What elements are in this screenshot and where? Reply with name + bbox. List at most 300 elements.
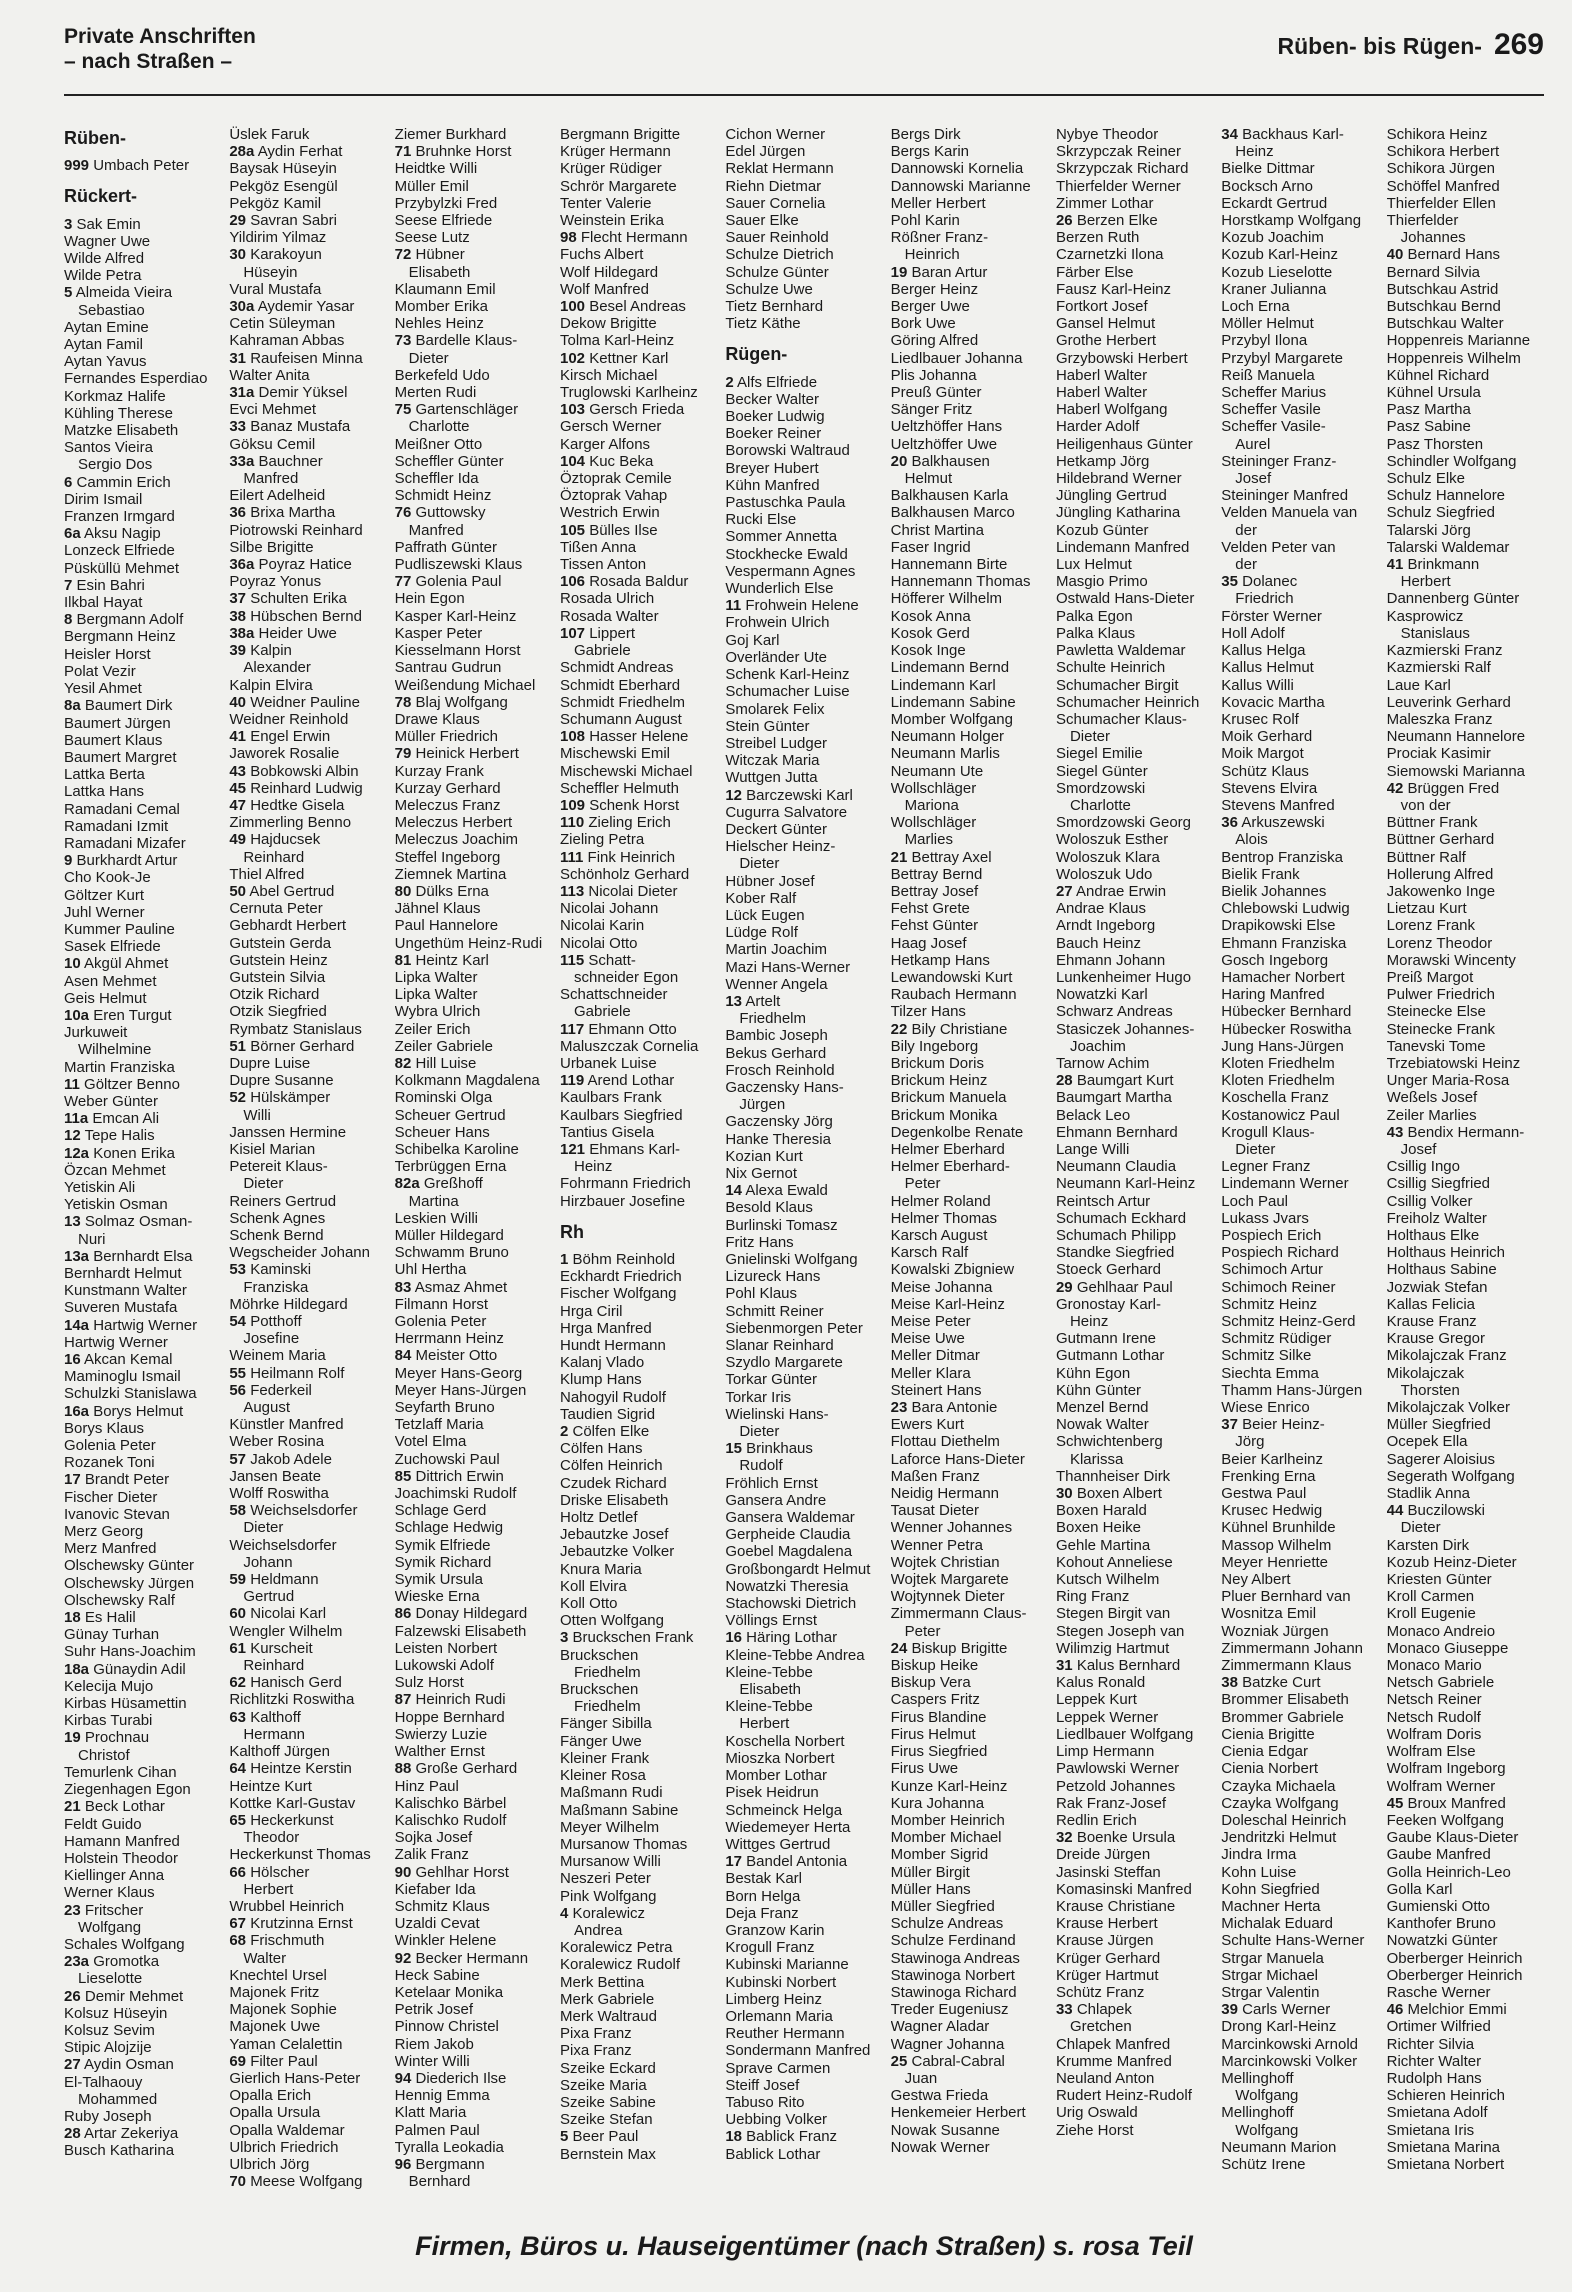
directory-entry (1387, 2001, 1544, 2018)
resident-name: Koschella Norbert (725, 1732, 845, 1750)
directory-entry (891, 350, 1048, 367)
resident-name: Meleczus Joachim (394, 831, 519, 849)
directory-entry (560, 522, 717, 539)
directory-entry (725, 1853, 882, 1870)
resident-name: Oberberger Heinrich (1386, 1966, 1523, 1984)
directory-entry (891, 1778, 1048, 1795)
listing-column (1056, 126, 1213, 2256)
resident-name: Czayka Michaela (1221, 1777, 1336, 1795)
resident-name: Aydin Osman (84, 2056, 174, 2074)
directory-entry (229, 487, 386, 504)
directory-entry (891, 642, 1048, 659)
directory-entry (891, 2053, 1048, 2070)
directory-entry (64, 1437, 221, 1454)
directory-entry (1221, 1691, 1378, 1708)
directory-entry (229, 212, 386, 229)
directory-entry (395, 1347, 552, 1364)
directory-entry (560, 315, 717, 332)
resident-name: Kubinski Norbert (725, 1973, 837, 1991)
directory-entry (891, 1657, 1048, 1674)
resident-name: Aytan Famil (64, 336, 143, 354)
directory-entry (560, 1107, 717, 1124)
directory-entry (64, 818, 221, 835)
resident-name: Cabral-Cabral (911, 2052, 1005, 2070)
resident-name: Krutzinna Ernst (250, 1915, 353, 1933)
house-number: 27 (1055, 882, 1073, 900)
resident-name: Henkemeier Herbert (890, 2104, 1026, 2122)
directory-entry (1387, 2070, 1544, 2087)
resident-name: Krüger Hartmut (1055, 1966, 1159, 1984)
resident-name: Csillig Siegfried (1386, 1175, 1490, 1193)
directory-entry (64, 1506, 221, 1523)
resident-name: Kalischko Rudolf (394, 1811, 507, 1829)
directory-entry (1387, 1107, 1544, 1124)
directory-entry (1056, 1244, 1213, 1261)
directory-entry (725, 1698, 882, 1715)
resident-name: Leppek Kurt (1055, 1691, 1137, 1709)
house-number: 79 (394, 745, 412, 763)
directory-entry (395, 763, 552, 780)
resident-name: Wrubbel Heinrich (229, 1897, 345, 1915)
directory-entry (560, 1268, 717, 1285)
directory-entry (891, 1554, 1048, 1571)
resident-name: Schöffel Manfred (1386, 177, 1500, 195)
directory-entry (560, 1956, 717, 1973)
house-number: 54 (229, 1313, 247, 1331)
directory-entry (891, 556, 1048, 573)
directory-entry (891, 264, 1048, 281)
directory-entry (395, 608, 552, 625)
resident-name: Gaczensky Hans- (725, 1078, 844, 1096)
directory-entry (891, 677, 1048, 694)
house-number: 41 (1386, 556, 1404, 574)
house-number: 1 (559, 1251, 569, 1268)
directory-entry (560, 1543, 717, 1560)
directory-entry (395, 1210, 552, 1227)
resident-name: Büttner Gerhard (1386, 831, 1495, 849)
directory-entry (1387, 1691, 1544, 1708)
resident-name: Maßen Franz (890, 1467, 980, 1485)
resident-name: Ketelaar Monika (394, 1983, 504, 2001)
entry-continuation: Aurel (1235, 435, 1271, 453)
directory-entry (1387, 1313, 1544, 1330)
resident-name: Arkuszewski (1241, 814, 1325, 832)
directory-entry (1056, 1175, 1213, 1192)
resident-name: Hamacher Norbert (1221, 968, 1345, 986)
resident-name: Wagner Uwe (64, 232, 151, 250)
directory-entry (64, 663, 221, 680)
directory-entry (891, 143, 1048, 160)
resident-name: Golla Karl (1386, 1880, 1453, 1898)
house-number: 82 (394, 1054, 412, 1072)
resident-name: Hennig Emma (394, 2087, 490, 2105)
resident-name: Scheffler Helmuth (559, 779, 679, 797)
resident-name: Schwarz Andreas (1055, 1003, 1173, 1021)
house-number: 38a (229, 624, 255, 642)
resident-name: Schimoch Artur (1221, 1261, 1324, 1279)
resident-name: Merk Gabriele (559, 1990, 655, 2008)
entry-continuation: Elisabeth (739, 1681, 802, 1699)
resident-name: Sulz Horst (394, 1674, 464, 1692)
resident-name: Schieren Heinrich (1386, 2087, 1506, 2105)
resident-name: Herrmann Heinz (394, 1330, 504, 1348)
entry-continuation: Friedrich (1235, 590, 1294, 608)
resident-name: Schütz Klaus (1221, 762, 1309, 780)
directory-entry (64, 869, 221, 886)
resident-name: Rucki Else (725, 511, 797, 529)
directory-entry (1056, 763, 1213, 780)
directory-entry (560, 2042, 717, 2059)
resident-name: Majonek Fritz (229, 1983, 320, 2001)
directory-entry (560, 763, 717, 780)
directory-entry (1387, 1055, 1544, 1072)
resident-name: Künstler Manfred (229, 1416, 344, 1434)
directory-entry (1221, 2104, 1378, 2121)
directory-entry (1387, 935, 1544, 952)
resident-name: Kaulbars Frank (559, 1089, 662, 1107)
directory-entry (229, 539, 386, 556)
resident-name: Leskien Willi (394, 1209, 479, 1227)
entry-continuation: Wolfgang (1235, 2087, 1299, 2105)
directory-entry (1221, 1175, 1378, 1192)
directory-entry (1221, 2139, 1378, 2156)
directory-entry (395, 1640, 552, 1657)
directory-entry (395, 2122, 552, 2139)
directory-entry (725, 1612, 882, 1629)
resident-name: Völlings Ernst (725, 1612, 818, 1630)
directory-entry (560, 418, 717, 435)
directory-entry (64, 1592, 221, 1609)
resident-name: Öztoprak Vahap (559, 487, 668, 505)
directory-entry (891, 418, 1048, 435)
resident-name: Krüger Rüdiger (559, 160, 662, 178)
resident-name: Feeken Wolfgang (1386, 1811, 1504, 1829)
resident-name: Beer Paul (572, 2128, 639, 2146)
directory-entry (560, 608, 717, 625)
directory-entry (1221, 264, 1378, 281)
resident-name: Siegel Emilie (1055, 745, 1143, 763)
resident-name: Ziegenhagen Egon (64, 1781, 191, 1799)
directory-entry (891, 2087, 1048, 2104)
resident-name: Kelecija Mujo (64, 1677, 154, 1695)
directory-entry (1221, 487, 1378, 504)
directory-entry (1056, 487, 1213, 504)
resident-name: Hamann Manfred (64, 1832, 180, 1850)
directory-entry (64, 2108, 221, 2125)
house-number: 19 (64, 1729, 81, 1747)
resident-name: Bentrop Franziska (1221, 848, 1344, 866)
directory-entry (395, 849, 552, 866)
directory-entry (891, 401, 1048, 418)
directory-entry (1056, 1898, 1213, 1915)
listing-column (64, 126, 221, 2256)
resident-name: Kurzay Gerhard (394, 779, 501, 797)
resident-name: Zieling Erich (588, 814, 671, 832)
house-number: 16 (725, 1629, 742, 1647)
resident-name: Blaj Wolfgang (415, 693, 508, 711)
resident-name: Cienia Brigitte (1221, 1725, 1315, 1743)
resident-name: Taudien Sigrid (559, 1405, 656, 1423)
directory-entry (395, 453, 552, 470)
resident-name: Pohl Klaus (725, 1285, 798, 1303)
house-number: 64 (229, 1760, 247, 1778)
directory-entry (64, 508, 221, 525)
resident-name: Fohrmann Friedrich (559, 1175, 691, 1193)
resident-name: Liedlbauer Johanna (890, 349, 1023, 367)
directory-entry (891, 522, 1048, 539)
directory-entry (725, 1251, 882, 1268)
resident-name: Temurlenk Cihan (64, 1763, 177, 1781)
resident-name: Steinecke Frank (1386, 1020, 1496, 1038)
directory-entry (1221, 1726, 1378, 1743)
resident-name: Meyer Henriette (1221, 1553, 1329, 1571)
directory-entry (229, 1640, 386, 1657)
house-number: 25 (890, 2052, 908, 2070)
house-number: 27 (64, 2056, 81, 2074)
directory-entry (1387, 2156, 1544, 2173)
resident-name: Pixa Franz (559, 2042, 632, 2060)
entry-continuation: Bernhard (408, 2173, 471, 2191)
resident-name: Majonek Sophie (229, 2001, 337, 2019)
resident-name: Palka Klaus (1055, 624, 1136, 642)
resident-name: Brinkmann (1407, 556, 1480, 574)
entry-continuation: Dieter (1235, 1140, 1276, 1158)
resident-name: Steinert Hans (890, 1381, 982, 1399)
resident-name: Bauch Heinz (1055, 934, 1142, 952)
resident-name: Mikolajczak Volker (1386, 1399, 1511, 1417)
directory-entry (229, 1072, 386, 1089)
resident-name: Schumacher Heinrich (1055, 693, 1200, 711)
resident-name: Kummer Pauline (64, 920, 175, 938)
resident-name: Ramadani Mizafer (64, 834, 186, 852)
resident-name: Velden Manuela van (1221, 504, 1358, 522)
house-number: 6a (64, 525, 81, 543)
resident-name: Holthaus Elke (1386, 1227, 1480, 1244)
entry-continuation: Sergio Dos (78, 456, 153, 474)
directory-entry (64, 1076, 221, 1093)
directory-entry (891, 1691, 1048, 1708)
resident-name: Przybyl Margarete (1221, 349, 1344, 367)
resident-name: Scheffer Marius (1221, 384, 1327, 402)
directory-entry (1056, 195, 1213, 212)
directory-entry (891, 1021, 1048, 1038)
directory-entry (1387, 1623, 1544, 1640)
directory-entry (725, 315, 882, 332)
directory-entry (1221, 694, 1378, 711)
resident-name: Krüger Hermann (559, 143, 671, 161)
directory-entry (64, 1678, 221, 1695)
directory-entry (1056, 694, 1213, 711)
resident-name: Pohl Karin (890, 212, 960, 230)
resident-name: Burkhardt Artur (76, 852, 178, 870)
directory-entry (1056, 367, 1213, 384)
resident-name: Stipic Alojzije (64, 2039, 152, 2057)
directory-entry (395, 1864, 552, 1881)
directory-entry (725, 959, 882, 976)
directory-entry (395, 728, 552, 745)
resident-name: Jüngling Gertrud (1055, 487, 1167, 505)
directory-entry (395, 1158, 552, 1175)
resident-name: Bauchner (258, 452, 323, 470)
resident-name: Batzke Curt (1242, 1674, 1321, 1692)
house-number: 17 (64, 1471, 81, 1489)
resident-name: Hartwig Werner (93, 1316, 198, 1334)
resident-name: Möhrke Hildegard (229, 1295, 348, 1313)
directory-entry (395, 1141, 552, 1158)
house-number: 102 (559, 349, 586, 367)
directory-entry (1056, 1330, 1213, 1347)
directory-entry (1056, 952, 1213, 969)
directory-entry (1387, 1932, 1544, 1949)
resident-name: Schumach Eckhard (1055, 1209, 1187, 1227)
directory-entry (725, 1285, 882, 1302)
directory-entry (1056, 1674, 1213, 1691)
directory-entry (891, 1640, 1048, 1657)
resident-name: Seyfarth Bruno (394, 1399, 495, 1417)
resident-name: Siemowski Marianna (1386, 762, 1526, 780)
directory-entry (395, 625, 552, 642)
directory-entry (1221, 1261, 1378, 1278)
resident-name: Fehst Günter (890, 917, 979, 935)
resident-name: Borowski Waltraud (725, 442, 850, 460)
directory-entry (395, 556, 552, 573)
resident-name: Reinhard Ludwig (250, 779, 363, 797)
house-number: 29 (1055, 1278, 1073, 1296)
directory-entry (1056, 780, 1213, 797)
resident-name: Petzold Johannes (1055, 1777, 1176, 1795)
directory-entry (560, 1406, 717, 1423)
resident-name: Mursanow Willi (559, 1853, 661, 1871)
resident-name: Westrich Erwin (559, 504, 660, 522)
directory-entry (229, 2087, 386, 2104)
house-number: 49 (229, 831, 247, 849)
directory-entry (891, 1227, 1048, 1244)
resident-name: Meise Peter (890, 1313, 971, 1331)
resident-name: Wozniak Jürgen (1221, 1622, 1329, 1640)
resident-name: Pekgöz Esengül (229, 177, 338, 195)
entry-continuation: der (1235, 556, 1257, 574)
directory-entry (1056, 1210, 1213, 1227)
directory-entry (1221, 1107, 1378, 1124)
resident-name: Reiß Manuela (1221, 366, 1315, 384)
resident-name: Krüger Gerhard (1055, 1949, 1161, 1967)
resident-name: Hölscher (250, 1863, 310, 1881)
directory-entry (891, 1365, 1048, 1382)
directory-entry (1387, 1485, 1544, 1502)
house-number: 81 (394, 951, 412, 969)
directory-entry (64, 990, 221, 1007)
directory-entry (725, 246, 882, 263)
directory-entry (1387, 1158, 1544, 1175)
resident-name: Golenia Peter (394, 1313, 487, 1331)
directory-entry (891, 1864, 1048, 1881)
house-number: 7 (64, 576, 73, 594)
resident-name: Butschkau Bernd (1386, 298, 1501, 316)
directory-entry (891, 1537, 1048, 1554)
resident-name: Kloten Friedhelm (1221, 1072, 1335, 1090)
resident-name: Smietana Adolf (1386, 2104, 1488, 2122)
resident-name: Koralewicz Petra (559, 1939, 673, 1957)
resident-name: Schumann August (559, 710, 682, 728)
directory-entry (64, 422, 221, 439)
directory-entry (1387, 2018, 1544, 2035)
directory-entry (395, 1227, 552, 1244)
resident-name: Gerpheide Claudia (725, 1526, 851, 1544)
resident-name: Vespermann Agnes (725, 562, 856, 580)
resident-name: Bambic Joseph (725, 1027, 828, 1045)
entry-continuation: Lieselotte (78, 1970, 143, 1988)
resident-name: Krause Franz (1386, 1313, 1477, 1331)
directory-entry (1056, 384, 1213, 401)
resident-name: Andrae Erwin (1076, 882, 1167, 900)
directory-entry (1221, 1158, 1378, 1175)
directory-entry (560, 797, 717, 814)
entry-continuation: Reinhard (243, 848, 305, 866)
resident-name: Ortimer Wilfried (1386, 2018, 1491, 2036)
directory-entry (1221, 1055, 1378, 1072)
directory-entry (64, 1557, 221, 1574)
resident-name: Bielke Dittmar (1221, 160, 1315, 178)
directory-entry (725, 1802, 882, 1819)
directory-entry (1387, 1812, 1544, 1829)
resident-name: Symik Elfriede (394, 1536, 491, 1554)
resident-name: Firus Blandine (890, 1708, 987, 1726)
resident-name: Pasz Thorsten (1386, 435, 1484, 453)
directory-entry (229, 1365, 386, 1382)
resident-name: Kisiel Marian (229, 1140, 316, 1158)
entry-continuation: Charlotte (1069, 796, 1131, 814)
directory-entry (1056, 1003, 1213, 1020)
house-number: 6 (64, 473, 73, 491)
resident-name: Meller Klara (890, 1364, 971, 1382)
resident-name: Gaczensky Jörg (725, 1113, 833, 1131)
directory-entry (1056, 677, 1213, 694)
house-number: 16a (64, 1402, 90, 1420)
resident-name: Zalik Franz (394, 1846, 469, 1864)
directory-entry (725, 1492, 882, 1509)
resident-name: Hübecker Bernhard (1221, 1003, 1352, 1021)
directory-entry (725, 735, 882, 752)
resident-name: Möller Helmut (1221, 315, 1314, 333)
house-number: 115 (559, 951, 585, 969)
directory-entry (891, 969, 1048, 986)
resident-name: Bielik Frank (1221, 865, 1300, 883)
resident-name: Limberg Heinz (725, 1990, 823, 2008)
resident-name: Kolsuz Sevim (64, 2021, 155, 2039)
resident-name: Schmidt Friedhelm (559, 693, 686, 711)
resident-name: Mellinghoff (1221, 2104, 1294, 2122)
resident-name: Göring Alfred (890, 332, 979, 350)
directory-entry (64, 1867, 221, 1884)
resident-name: Sondermann Manfred (725, 2042, 871, 2060)
resident-name: Gersch Werner (559, 418, 662, 436)
resident-name: Lunkenheimer Hugo (1055, 968, 1192, 986)
resident-name: Faser Ingrid (890, 538, 971, 556)
resident-name: Schütz Irene (1221, 2155, 1306, 2173)
directory-entry (1221, 1399, 1378, 1416)
directory-entry (395, 694, 552, 711)
listing-column (725, 126, 882, 2256)
directory-entry (1056, 986, 1213, 1003)
resident-name: Hildebrand Werner (1055, 470, 1182, 488)
directory-entry (395, 1468, 552, 1485)
directory-entry (229, 694, 386, 711)
house-number: 14 (725, 1182, 742, 1200)
resident-name: Häring Lothar (746, 1629, 838, 1647)
resident-name: Diederich Ilse (415, 2069, 507, 2087)
directory-entry (395, 1588, 552, 1605)
directory-entry (1056, 298, 1213, 315)
